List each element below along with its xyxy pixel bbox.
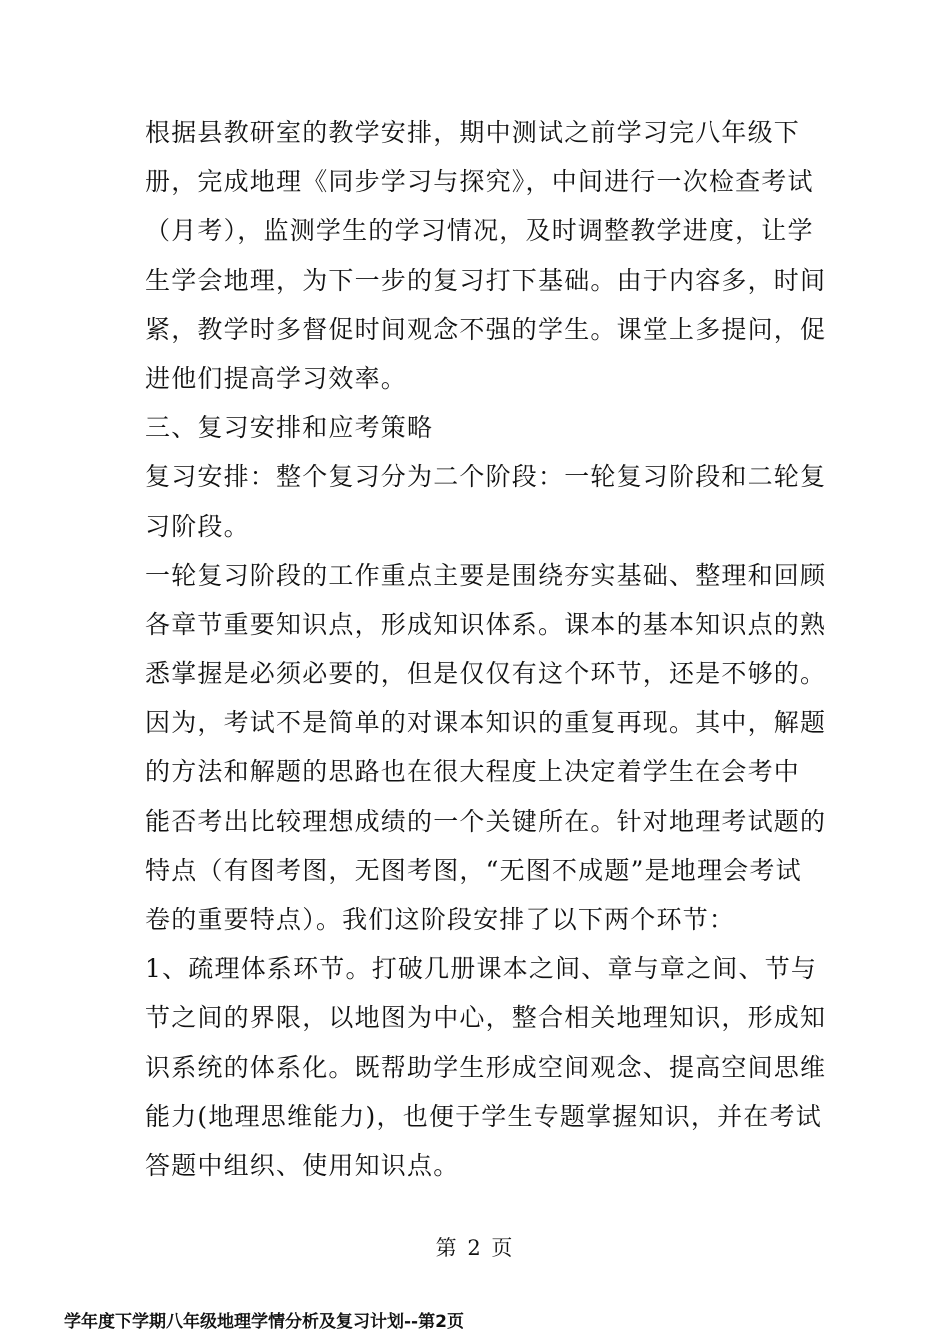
text-line: （月考），监测学生的学习情况，及时调整教学进度，让学 <box>145 216 814 246</box>
text-line: 一轮复习阶段的工作重点主要是围绕夯实基础、整理和回顾 <box>145 560 827 590</box>
text-line: 节之间的界限，以地图为中心，整合相关地理知识，形成知 <box>145 1003 827 1033</box>
text-line: 册，完成地理《同步学习与探究》，中间进行一次检查考试 <box>145 167 814 197</box>
text-line: 根据县教研室的教学安排，期中测试之前学习完八年级下 <box>145 118 801 147</box>
list-item-line: 1、疏理体系环节。打破几册课本之间、章与章之间、节与 <box>145 954 818 984</box>
text-line: 卷的重要特点）。我们这阶段安排了以下两个环节： <box>145 905 736 934</box>
text-line: 能否考出比较理想成绩的一个关键所在。针对地理考试题的 <box>145 806 827 836</box>
text-line: 因为，考试不是简单的对课本知识的重复再现。其中，解题 <box>145 708 827 738</box>
text-line: 各章节重要知识点，形成知识体系。课本的基本知识点的熟 <box>145 609 827 639</box>
page-number: 第 2 页 <box>435 1236 515 1260</box>
text-line: 习阶段。 <box>145 511 250 541</box>
text-line: 悉掌握是必须必要的，但是仅仅有这个环节，还是不够的。 <box>145 659 827 689</box>
text-line: 复习安排：整个复习分为二个阶段：一轮复习阶段和二轮复 <box>145 462 827 492</box>
text-line: 进他们提高学习效率。 <box>145 363 408 393</box>
section-heading: 三、复习安排和应考策略 <box>145 413 434 443</box>
text-line: 能力(地理思维能力)，也便于学生专题掌握知识，并在考试 <box>145 1101 822 1131</box>
text-line: 生学会地理，为下一步的复习打下基础。由于内容多，时间 <box>145 265 827 295</box>
text-line: 特点（有图考图，无图考图，“无图不成题”是地理会考试 <box>145 855 802 885</box>
footer-doc-title: 学年度下学期八年级地理学情分析及复习计划--第2页 <box>64 1312 464 1332</box>
text-line: 答题中组织、使用知识点。 <box>145 1150 460 1180</box>
text-line: 紧，教学时多督促时间观念不强的学生。课堂上多提问，促 <box>145 314 827 344</box>
text-line: 的方法和解题的思路也在很大程度上决定着学生在会考中 <box>145 757 801 787</box>
text-line: 识系统的体系化。既帮助学生形成空间观念、提高空间思维 <box>145 1052 827 1082</box>
body-text <box>145 108 827 1190</box>
